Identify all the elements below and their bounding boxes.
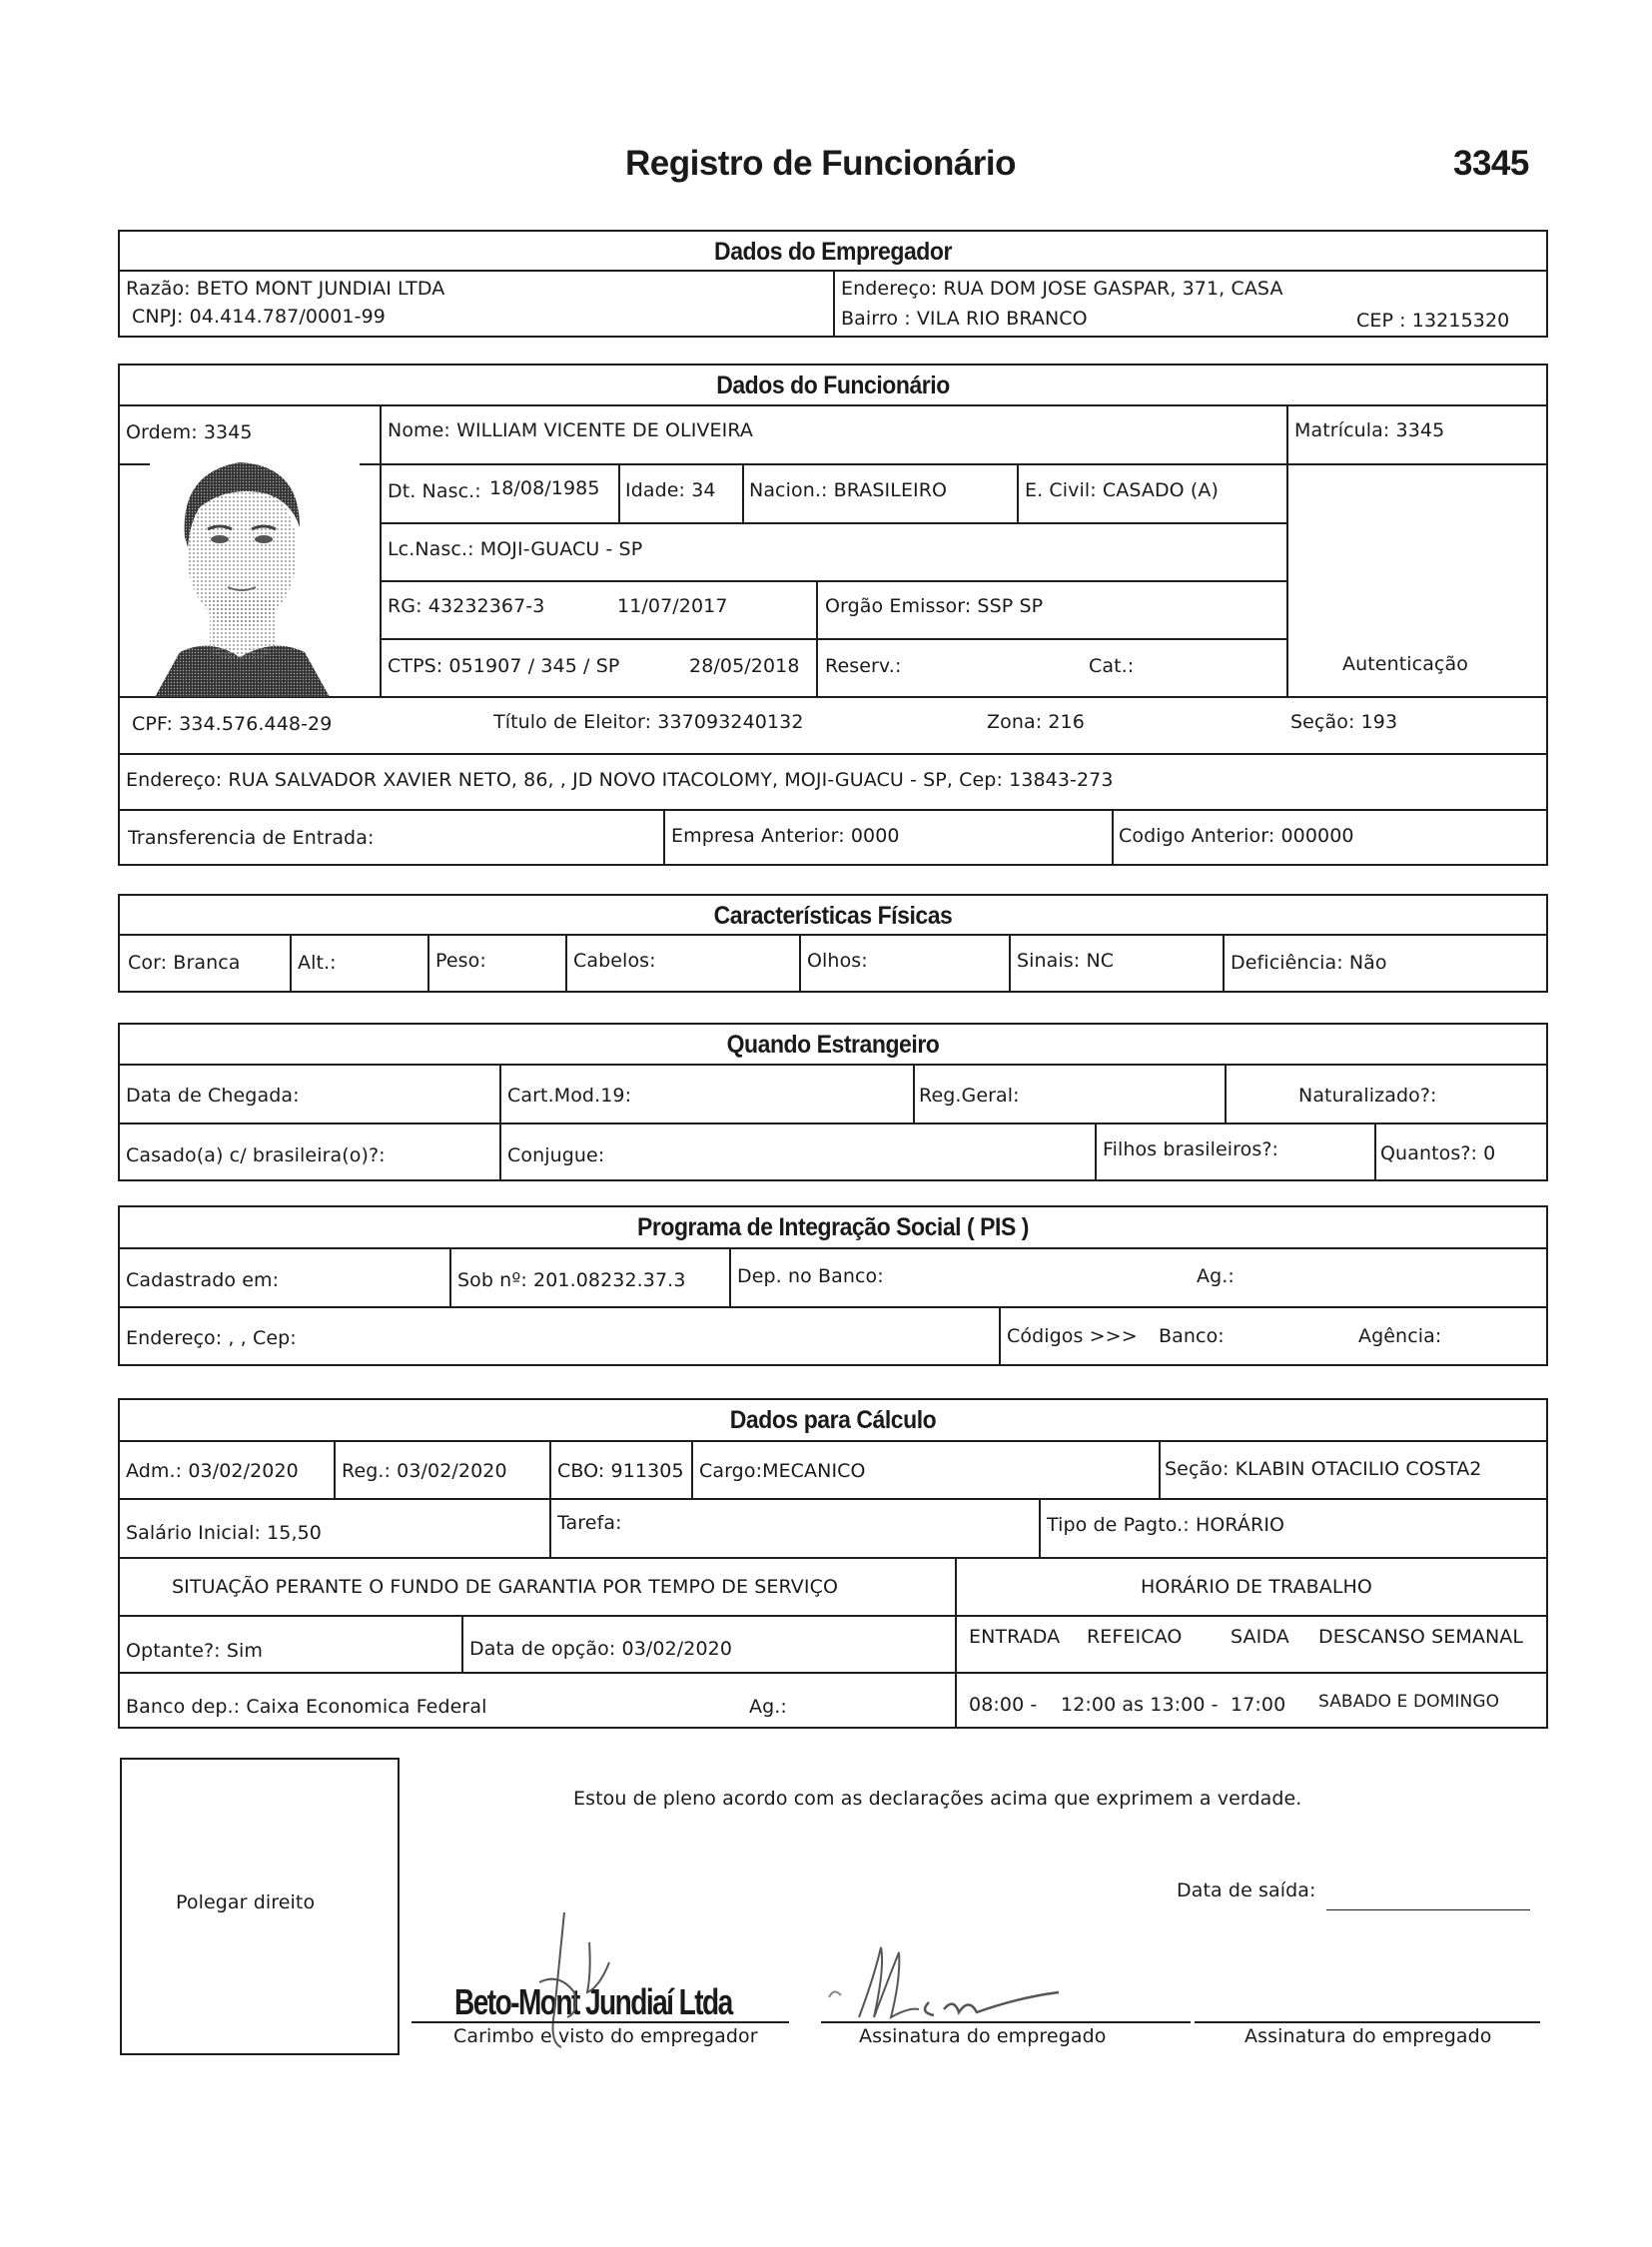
physical-sinais: Sinais: NC bbox=[1017, 950, 1115, 972]
physical-cor: Cor: Branca bbox=[128, 952, 241, 974]
employee-cpf: CPF: 334.576.448-29 bbox=[132, 713, 333, 735]
employee-signature-line-2 bbox=[1195, 2021, 1540, 2023]
divider bbox=[120, 1123, 1546, 1124]
divider bbox=[1286, 404, 1288, 696]
company-stamp: Beto-Mont Jundiaí Ltda bbox=[454, 1981, 732, 2022]
authentication-label: Autenticação bbox=[1342, 653, 1468, 675]
pis-section bbox=[118, 1205, 1548, 1366]
calculation-section-title: Dados para Cálculo bbox=[729, 1406, 937, 1434]
divider bbox=[499, 1064, 501, 1179]
divider bbox=[955, 1557, 957, 1727]
divider bbox=[1095, 1123, 1097, 1179]
employee-section-title: Dados do Funcionário bbox=[716, 372, 950, 399]
physical-peso: Peso: bbox=[435, 950, 486, 972]
schedule-saida: 17:00 bbox=[1231, 1694, 1286, 1716]
employee-civil-status: E. Civil: CASADO (A) bbox=[1025, 479, 1219, 501]
divider bbox=[1039, 1498, 1041, 1557]
divider bbox=[1017, 463, 1019, 522]
employee-signature-line bbox=[821, 2021, 1191, 2023]
transfer-entry: Transferencia de Entrada: bbox=[128, 827, 375, 849]
divider bbox=[1159, 1440, 1161, 1498]
physical-cabelos: Cabelos: bbox=[573, 950, 656, 972]
previous-code: Codigo Anterior: 000000 bbox=[1119, 825, 1354, 847]
document-title: Registro de Funcionário bbox=[625, 144, 1017, 183]
arrival-date: Data de Chegada: bbox=[126, 1085, 300, 1107]
calculation-section bbox=[118, 1398, 1548, 1729]
cbo-code: CBO: 911305 bbox=[557, 1460, 684, 1482]
schedule-header-descanso: DESCANSO SEMANAL bbox=[1318, 1626, 1524, 1648]
divider bbox=[120, 1498, 1546, 1500]
deposit-agency: Ag.: bbox=[749, 1696, 787, 1718]
thumbprint-label: Polegar direito bbox=[176, 1891, 316, 1913]
divider bbox=[120, 1672, 1546, 1674]
brazilian-children: Filhos brasileiros?: bbox=[1103, 1138, 1279, 1160]
exit-date-label: Data de saída: bbox=[1177, 1879, 1316, 1901]
naturalized: Naturalizado?: bbox=[1298, 1085, 1437, 1107]
divider bbox=[549, 1440, 551, 1498]
schedule-refeicao: 12:00 as 13:00 - bbox=[1061, 1694, 1219, 1716]
divider bbox=[427, 934, 429, 991]
employer-section-title: Dados do Empregador bbox=[714, 238, 952, 266]
divider bbox=[380, 638, 1286, 640]
employee-rg: RG: 43232367-3 bbox=[388, 595, 545, 617]
divider bbox=[360, 463, 1546, 465]
pis-section-title: Programa de Integração Social ( PIS ) bbox=[636, 1213, 1030, 1241]
work-schedule-title: HORÁRIO DE TRABALHO bbox=[1141, 1576, 1372, 1598]
divider bbox=[999, 1306, 1001, 1364]
divider bbox=[913, 1064, 915, 1123]
exit-date-line bbox=[1326, 1909, 1530, 1910]
employer-razao: Razão: BETO MONT JUNDIAI LTDA bbox=[126, 278, 445, 300]
employer-cnpj: CNPJ: 04.414.787/0001-99 bbox=[132, 306, 386, 328]
schedule-entrada: 08:00 - bbox=[969, 1694, 1038, 1716]
divider bbox=[380, 404, 382, 696]
employee-address: Endereço: RUA SALVADOR XAVIER NETO, 86, , JD NOVO ITACOLOMY, MOJI-GUACU - SP, Cep: 13843-273 bbox=[126, 769, 1114, 791]
admission-date: Adm.: 03/02/2020 bbox=[126, 1460, 299, 1482]
employee-rg-date: 11/07/2017 bbox=[617, 595, 728, 617]
employee-nationality: Nacion.: BRASILEIRO bbox=[749, 479, 948, 501]
physical-section bbox=[118, 894, 1548, 993]
employee-cat: Cat.: bbox=[1089, 655, 1135, 677]
payment-type: Tipo de Pagto.: HORÁRIO bbox=[1047, 1514, 1285, 1536]
divider bbox=[1223, 934, 1225, 991]
pis-number: Sob nº: 201.08232.37.3 bbox=[457, 1269, 686, 1291]
divider bbox=[120, 404, 1546, 406]
divider bbox=[290, 934, 292, 991]
divider bbox=[729, 1247, 731, 1306]
employer-bairro: Bairro : VILA RIO BRANCO bbox=[841, 308, 1088, 330]
divider bbox=[120, 1306, 1546, 1308]
divider bbox=[565, 934, 567, 991]
employee-age: Idade: 34 bbox=[625, 479, 716, 501]
employee-zona: Zona: 216 bbox=[987, 711, 1085, 733]
foreigner-section-title: Quando Estrangeiro bbox=[726, 1031, 940, 1059]
employee-signature-label: Assinatura do empregado bbox=[859, 2025, 1107, 2047]
thumbprint-box bbox=[120, 1758, 400, 2055]
divider bbox=[1112, 809, 1114, 864]
employee-photo bbox=[140, 447, 345, 697]
employer-address: Endereço: RUA DOM JOSE GASPAR, 371, CASA bbox=[841, 278, 1283, 300]
department: Seção: KLABIN OTACILIO COSTA2 bbox=[1165, 1458, 1482, 1480]
physical-olhos: Olhos: bbox=[807, 950, 868, 972]
divider bbox=[663, 809, 665, 864]
pis-bank-code: Banco: bbox=[1159, 1325, 1225, 1347]
divider bbox=[120, 1615, 1546, 1617]
employer-signature-label: Carimbo e visto do empregador bbox=[453, 2025, 758, 2047]
registration-date: Reg.: 03/02/2020 bbox=[342, 1460, 507, 1482]
fgts-title: SITUAÇÃO PERANTE O FUNDO DE GARANTIA POR TEMPO DE SERVIÇO bbox=[172, 1576, 839, 1598]
children-count: Quantos?: 0 bbox=[1380, 1142, 1496, 1164]
employee-ctps: CTPS: 051907 / 345 / SP bbox=[388, 655, 620, 677]
employee-signature-icon bbox=[819, 1937, 1079, 2027]
option-date: Data de opção: 03/02/2020 bbox=[469, 1638, 733, 1660]
employee-voter-id: Título de Eleitor: 337093240132 bbox=[493, 711, 804, 733]
married-brazilian: Casado(a) c/ brasileira(o)?: bbox=[126, 1144, 386, 1166]
physical-section-title: Características Físicas bbox=[713, 902, 953, 930]
divider bbox=[799, 934, 801, 991]
divider bbox=[816, 580, 818, 696]
employee-name: Nome: WILLIAM VICENTE DE OLIVEIRA bbox=[388, 419, 753, 441]
document-number: 3345 bbox=[1453, 144, 1529, 183]
divider bbox=[120, 1557, 1546, 1559]
previous-company: Empresa Anterior: 0000 bbox=[671, 825, 900, 847]
employer-section bbox=[118, 230, 1548, 338]
employee-reserv: Reserv.: bbox=[825, 655, 902, 677]
employee-birthplace: Lc.Nasc.: MOJI-GUACU - SP bbox=[388, 538, 643, 560]
divider bbox=[742, 463, 744, 522]
weekly-rest: SABADO E DOMINGO bbox=[1318, 1692, 1500, 1712]
pis-agency-code: Agência: bbox=[1358, 1325, 1442, 1347]
initial-salary: Salário Inicial: 15,50 bbox=[126, 1522, 322, 1544]
employer-cep: CEP : 13215320 bbox=[1356, 310, 1510, 332]
divider bbox=[380, 580, 1286, 582]
employee-secao: Seção: 193 bbox=[1290, 711, 1398, 733]
schedule-header-refeicao: REFEICAO bbox=[1087, 1626, 1183, 1648]
divider bbox=[461, 1615, 463, 1672]
divider bbox=[120, 809, 1546, 811]
divider bbox=[833, 270, 835, 336]
deposit-bank: Banco dep.: Caixa Economica Federal bbox=[126, 1696, 487, 1718]
divider bbox=[618, 463, 620, 522]
divider bbox=[380, 522, 1286, 524]
physical-alt: Alt.: bbox=[298, 952, 337, 974]
divider bbox=[1009, 934, 1011, 991]
divider bbox=[120, 1064, 1546, 1066]
pis-registered-on: Cadastrado em: bbox=[126, 1269, 280, 1291]
foreigner-section bbox=[118, 1023, 1548, 1181]
physical-deficiencia: Deficiência: Não bbox=[1231, 952, 1387, 974]
employer-signature-line bbox=[412, 2021, 789, 2023]
employee-rg-issuer: Orgão Emissor: SSP SP bbox=[825, 595, 1044, 617]
declaration-text: Estou de pleno acordo com as declarações acima que exprimem a verdade. bbox=[573, 1788, 1302, 1810]
cart-mod19: Cart.Mod.19: bbox=[507, 1085, 632, 1107]
job-title: Cargo:MECANICO bbox=[699, 1460, 866, 1482]
reg-geral: Reg.Geral: bbox=[919, 1085, 1020, 1107]
employee-birthdate-label: Dt. Nasc.: bbox=[388, 480, 481, 502]
divider bbox=[691, 1440, 693, 1498]
fgts-optant: Optante?: Sim bbox=[126, 1640, 263, 1662]
employee-signature-label-2: Assinatura do empregado bbox=[1244, 2025, 1492, 2047]
pis-agency: Ag.: bbox=[1197, 1265, 1235, 1287]
schedule-header-entrada: ENTRADA bbox=[969, 1626, 1061, 1648]
divider bbox=[1374, 1123, 1376, 1179]
divider bbox=[120, 934, 1546, 936]
divider bbox=[120, 753, 1546, 755]
employee-birthdate: 18/08/1985 bbox=[489, 477, 600, 499]
divider bbox=[1225, 1064, 1227, 1123]
employee-matricula: Matrícula: 3345 bbox=[1294, 419, 1445, 441]
schedule-header-saida: SAIDA bbox=[1231, 1626, 1289, 1648]
employee-ctps-date: 28/05/2018 bbox=[689, 655, 800, 677]
spouse: Conjugue: bbox=[507, 1144, 605, 1166]
pis-address: Endereço: , , Cep: bbox=[126, 1327, 297, 1349]
divider bbox=[549, 1498, 551, 1557]
divider bbox=[120, 1247, 1546, 1249]
divider bbox=[449, 1247, 451, 1306]
pis-codes-label: Códigos >>> bbox=[1007, 1325, 1138, 1347]
pis-bank-deposit: Dep. no Banco: bbox=[737, 1265, 884, 1287]
employee-ordem: Ordem: 3345 bbox=[126, 421, 253, 443]
divider bbox=[334, 1440, 336, 1498]
task: Tarefa: bbox=[557, 1512, 622, 1534]
